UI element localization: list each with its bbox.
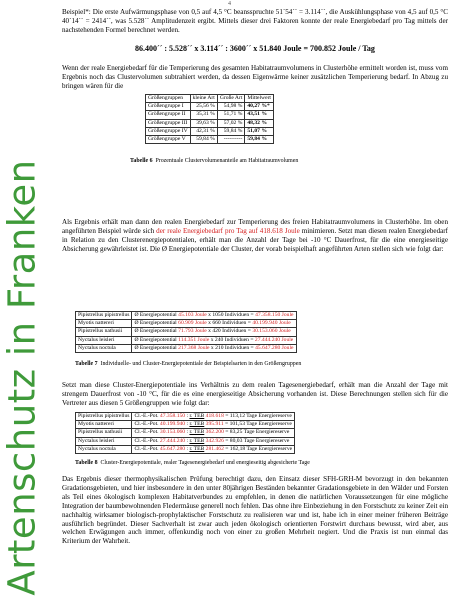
individuals: x 420 Individuen =: [206, 328, 253, 335]
table-row: [76, 344, 297, 352]
table-cell: 25,56 %: [190, 103, 217, 111]
caption-label: Tabelle 6: [130, 158, 153, 164]
table-cell: 39,63 %: [190, 119, 217, 127]
paragraph-3-highlight: der reale Energiebedarf pro Tag auf 418.618 Joule: [156, 226, 300, 235]
cluster-potential: 47.358.150: [159, 413, 186, 420]
energy-label: Ø Energiepotential: [134, 336, 179, 343]
table-7-caption: [75, 361, 445, 367]
reserve-cell: [132, 445, 295, 453]
table-cell: 42,31 %: [190, 127, 217, 135]
table-cell: 54,98 %: [217, 103, 245, 111]
table-row: [76, 328, 297, 336]
separator: :: [185, 421, 190, 428]
energy-label: Ø Energiepotential: [134, 328, 179, 335]
vertical-site-title: [0, 159, 44, 596]
table-row: [146, 127, 274, 135]
table-cell: 59,84 %: [245, 135, 274, 143]
table-6-header: [146, 95, 274, 103]
individuals: x 240 Individuen =: [209, 336, 255, 343]
intro-paragraph: Beispiel*: Die erste Aufwärmungsphase von 0,5 auf 4,5 °C beansspruchte 51´54´´ = 3.114´´, die Auskühlungsphase von 4,5 auf 0,5 °C 40´14´´ = 2414´´, was 5.528´´ Amplitudenzeit ergibt. Mittels dieser drei Faktoren konnte der reale Energiebedarf pro Tag mittels der nachstehenden Formel berechnet werden.: [62, 8, 448, 34]
paragraph-4: Setzt man diese Cluster-Energiepotentiale ins Verhältnis zu dem realen Tagesenergiebedarf, erhält man die Anzahl der Tage mit strengem Dauerfrost von -10 °C, für die es eine energieseitige Absicherung vorhanden ist. Diese Berechnungen stellen sich für die Vertreter aus diesen 5 Größengruppen wie folgt dar:: [62, 381, 448, 407]
energy-cell: [132, 344, 296, 352]
species-cell: Nyctalus leisleri: [76, 437, 132, 445]
table-6-header-cell: Größengruppen: [146, 95, 191, 103]
separator: :: [185, 413, 190, 420]
individuals: x 1050 Individuen =: [206, 312, 256, 319]
table-row: [146, 111, 274, 119]
species-cell: Pipistrellus pipistrellus: [76, 312, 132, 320]
table-row: [76, 336, 297, 344]
species-cell: Pipistrellus nathusii: [76, 328, 132, 336]
table-row: [146, 135, 274, 143]
individuals: x 660 Individuen =: [206, 320, 253, 327]
reserve-days: = 162,18 Tage Energiereserve: [223, 445, 293, 452]
table-row: [76, 421, 295, 429]
species-cell: Pipistrellus pipistrellus: [76, 413, 132, 421]
table-row: [76, 437, 295, 445]
species-cell: Nyctalus noctula: [76, 445, 132, 453]
energy-formula: 86.400´´ : 5.528´´ x 3.114´´ : 3600´´ x 51.840 Joule = 700.852 Joule / Tag: [135, 44, 375, 53]
table-6-caption: [130, 158, 430, 164]
teb-label: r. TEB: [189, 445, 205, 452]
paragraph-5: Das Ergebnis dieser thermophysikalischen Prüfung berechtigt dazu, den Einsatz dieser SFH-GRH-M bevorzugt in den bekannten Gradationsgebieten, und hier insbesondere in den unter 80jährigen Beständen bekannter Gradationsgebiete in den Wälder und Forsten als Teil eines ökologisch komplexen Habitatverbundes zu empfehlen, in denen die natürlichen Voraussetzungen für eine mögliche Integration der baumbewohnenden Fledermäuse generell noch fehlen. Das ohne ihre Einbeziehung in den Forstschutz zu keiner Zeit ein nachhaltig wirksamer biologisch-prophylaktischer Forstschutz zu realisieren war und ist, habe ich in einer meiner früheren Beiträge ausführlich begründet. Dieser Sachverhalt ist zwar auch jeden ökologisch orientierten Forstwirt durchaus bewusst, wird aber, aus welchen Erwägungen auch immer, offenkundig noch von einer zu großen Mehrheit negiert. Und die Praxis ist nun einmal das Kriterium der Wahrheit.: [62, 475, 448, 546]
reserve-cell: [132, 437, 295, 445]
energy-potential: 114.351 Joule: [178, 336, 210, 343]
table-6: [145, 94, 274, 144]
cluster-potential: 30.153.060: [159, 429, 186, 436]
paragraph-3-part-2: minimieren. Setzt man diesen realen Energiebedarf in Relation zu den Clusterenergiepotentialen, erhält man die Anzahl der Tage bei -10 °C Dauerfrost, für die eine energieseitige Absicherung gewährleistet ist. Die Ø Energiepotentiale der Cluster, der vorab beispielhaft angeführten Arten stellen sich wie folgt dar:: [62, 226, 448, 253]
reserve-days: = 113,12 Tage Energiereserve: [223, 413, 292, 420]
cluster-potential: 47.358.150 Joule: [255, 312, 294, 319]
page-number: 4: [228, 1, 231, 7]
teb-label: r. TEB: [189, 437, 205, 444]
table-row: [76, 429, 295, 437]
table-cell: 35,31 %: [190, 111, 217, 119]
energy-label: Ø Energiepotential: [134, 312, 179, 319]
table-cell: 59,84 %: [217, 127, 245, 135]
reserve-days: = 80,03 Tage Energiereserve: [223, 437, 290, 444]
energy-label: Ø Energiepotential: [134, 320, 179, 327]
energy-cell: [132, 312, 296, 320]
cluster-label: Cl.-E.-Pot.: [134, 413, 160, 420]
cluster-label: Cl.-E.-Pot.: [134, 445, 160, 452]
caption-label: Tabelle 7: [75, 361, 98, 367]
reserve-cell: [132, 421, 295, 429]
reserve-cell: [132, 429, 295, 437]
table-row: [76, 312, 297, 320]
separator: :: [185, 437, 190, 444]
table-6-header-cell: Große Art: [217, 95, 245, 103]
species-cell: Pipistrellus nathusii: [76, 429, 132, 437]
caption-text: Cluster-Energiepotentiale, realer Tagesenergiebedarf und energieseitig abgesicherte Tage: [100, 460, 310, 466]
table-cell: 40,27 %*: [245, 103, 274, 111]
energy-cell: [132, 320, 296, 328]
energy-cell: [132, 336, 296, 344]
table-cell: 51,07 %: [245, 127, 274, 135]
table-7: [75, 311, 297, 353]
table-cell: 51,71 %: [217, 111, 245, 119]
paragraph-2: Wenn der reale Energiebedarf für die Temperierung des gesamten Habitatraumvolumens in Clusterhöhe ermittelt worden ist, muss vom Ergebnis noch das Clustervolumen subtrahiert werden, da dessen Eigenwärme keiner zusätzlichen Temperierung bedarf. In Abzug zu bringen wären für die: [62, 64, 448, 90]
table-cell: Größengruppe V: [146, 135, 191, 143]
species-cell: Myotis nattereri: [76, 320, 132, 328]
teb-value: 342.926: [204, 437, 224, 444]
caption-text: Prozentuale Clustervolumenanteile am Habitatraumvolumen: [155, 158, 299, 164]
cluster-label: Cl.-E.-Pot.: [134, 421, 160, 428]
table-row: [146, 119, 274, 127]
table-8-caption: [75, 460, 445, 466]
energy-potential: 60.909 Joule: [178, 320, 207, 327]
cluster-potential: 27.444.240 Joule: [254, 336, 294, 343]
table-6-header-cell: Mittelwert: [245, 95, 274, 103]
cluster-potential: 45.647.280: [159, 445, 186, 452]
species-cell: Nyctalus noctula: [76, 344, 132, 352]
table-cell: 57,02 %: [217, 119, 245, 127]
teb-label: r. TEB: [189, 421, 205, 428]
energy-potential: 71.793 Joule: [178, 328, 207, 335]
reserve-cell: [132, 413, 295, 421]
species-cell: Myotis nattereri: [76, 421, 132, 429]
caption-text: Individuelle- und Cluster-Energiepotentiale der Beispielsarten in den Größengruppen: [100, 361, 302, 367]
teb-value: 281.462: [204, 445, 224, 452]
teb-label: r. TEB: [189, 429, 205, 436]
energy-label: Ø Energiepotential: [134, 344, 179, 351]
table-6-header-cell: kleine Art: [190, 95, 217, 103]
cluster-potential: 30.153.060 Joule: [252, 328, 291, 335]
energy-cell: [132, 328, 296, 336]
teb-value: 362.200: [204, 429, 224, 436]
side-title-text: Artenschutz in Franken: [0, 159, 44, 596]
table-cell: 43,51 %: [245, 111, 274, 119]
individuals: x 210 Individuen =: [209, 344, 256, 351]
table-cell: 59,84 %: [190, 135, 217, 143]
energy-potential: 217.368 Joule: [178, 344, 210, 351]
cluster-label: Cl.-E.-Pot.: [134, 437, 160, 444]
cluster-potential: 45.647.280 Joule: [255, 344, 294, 351]
energy-potential: 45.103 Joule: [178, 312, 207, 319]
table-cell: Größengruppe II: [146, 111, 191, 119]
cluster-potential: 27.444.240: [159, 437, 186, 444]
teb-value: 395.911: [204, 421, 224, 428]
paragraph-3-part-1: Als Ergebnis erhält man dann den realen Energiebedarf zur Temperierung des freien Habitatraumvolumens in Clusterhöhe. Im oben angeführten Beispiel würde sich: [62, 218, 448, 235]
table-cell: 48,32 %: [245, 119, 274, 127]
paragraph-3: [62, 218, 448, 254]
teb-value: 418.618: [204, 413, 224, 420]
table-row: [146, 103, 274, 111]
table-cell: Größengruppe IV: [146, 127, 191, 135]
separator: :: [185, 429, 190, 436]
table-cell: Größengruppe I: [146, 103, 191, 111]
table-row: [76, 445, 295, 453]
reserve-days: = 83,25 Tage Energiereserve: [223, 429, 290, 436]
separator: :: [185, 445, 190, 452]
table-8: [75, 412, 295, 454]
cluster-potential: 40.199.940 Joule: [252, 320, 291, 327]
reserve-days: = 101,53 Tage Energiereserve: [223, 421, 292, 428]
cluster-potential: 40.199.940: [159, 421, 186, 428]
species-cell: Nyctalus leisleri: [76, 336, 132, 344]
caption-label: Tabelle 8: [75, 460, 98, 466]
table-row: [76, 413, 295, 421]
teb-label: r. TEB: [189, 413, 205, 420]
table-row: [76, 320, 297, 328]
table-cell: ----------: [217, 135, 245, 143]
table-cell: Größengruppe III: [146, 119, 191, 127]
cluster-label: Cl.-E.-Pot.: [134, 429, 160, 436]
